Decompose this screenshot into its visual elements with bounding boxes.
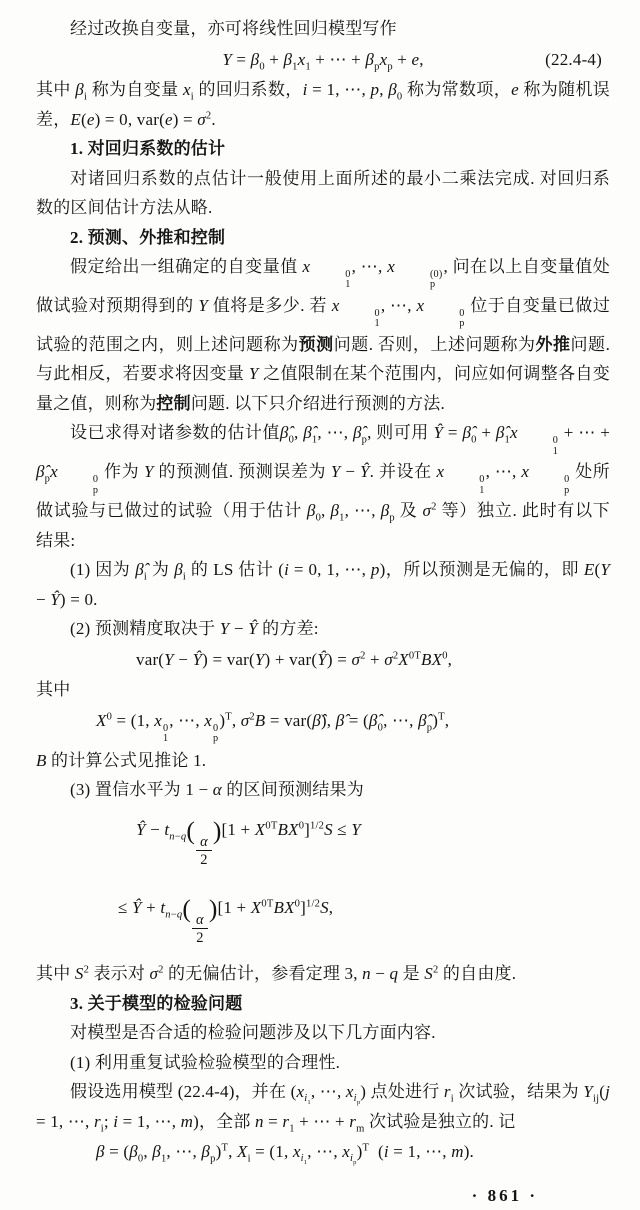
heading-coefficient-estimation: 1. 对回归系数的估计: [70, 139, 226, 158]
equation-model-row: [36, 45, 610, 75]
equation-interval-upper: ≤ Ŷ + $t_{n-q}$( $\frac{\alpha}{2}$ )$[1 + X^{0T}BX^0]^{1/2}S$,: [118, 893, 334, 947]
paragraph-qizhong: 其中: [36, 680, 71, 700]
paragraph-intro: 经过改换自变量，亦可将线性回归模型写作: [70, 19, 397, 38]
heading-model-testing: 3. 关于模型的检验问题: [70, 993, 243, 1013]
paragraph-least-squares: 对诸回归系数的点估计一般使用上面所述的最小二乘法完成. 对回归系数的区间估计方法从略.: [36, 168, 610, 217]
equation-x0-definition: $X^0 = (1$, x 0 1 , ⋯, x 0 p )$^T$, $\sigma^2B$ = var(β̂), β̂ = ($\betâ_0$, ⋯, $\betâ_p)^T$,: [96, 710, 450, 745]
equation-interval-lower: Ŷ − $t_{n-q}$( $\frac{\alpha}{2}$ )$[1 + X^{0T}BX^0]^{1/2}S \le Y$: [136, 815, 361, 869]
paragraph-result-1: (1) 因为 $\betâ_i$ 为 $\beta_i$ 的 LS 估计 (i = 0, 1, ⋯, p)，所以预测是无偏的，即 E(Y − Ŷ) = 0.: [36, 560, 610, 609]
paragraph-estimates: 设已求得对诸参数的估计值$\betâ_0$, $\betâ_1$, ⋯, $\betâ_p$, 则可用 Ŷ = $\betâ_0$ + $\betâ_1x$ 0 1 + ⋯ + $\betâ_px$ 0 p 作为 Y 的预测值. 预测误差为 Y − Ŷ. 并设在 x 0 1 , ⋯, x 0 p 处所做试验与已做过的试验（用于估计 $\beta_0$, $\beta_1$, ⋯, $\beta_p$ 及 $\sigma^2$ 等）独立. 此时有以下结果:: [36, 423, 611, 550]
paragraph-prediction-setup: 假定给出一组确定的自变量值 x 0 1 , ⋯, x (0) p , 问在以上自变量值处做试验对预期得到的 Y 值将是多少. 若 x 0 1 , ⋯, x 0 p 位于自变量已做过试验的范围之内，则上述问题称为预测问题. 否则，上述问题称为外推问题. 与此相反，若要求将因变量 Y 之值限制在某个范围内，问应如何调整各自变量之值，则称为控制问题. 以下只介绍进行预测的方法.: [36, 257, 611, 413]
page-number: · 861 ·: [471, 1185, 538, 1205]
heading-prediction-extrapolation-control: 2. 预测、外推和控制: [70, 227, 226, 247]
paragraph-b-formula: B 的计算公式见推论 1.: [36, 750, 207, 770]
equation-variance: var(Y − Ŷ) = var(Y) + var(Ŷ) = $\sigma^2 + \sigma^2X^{0T}BX^0$,: [136, 649, 453, 669]
equation-model: $Y = \beta_0 + \beta_1x_1$ + ⋯ + $\beta_px_p + e$,: [222, 49, 424, 72]
equation-beta-vector: $\beta = (\beta_0$, $\beta_1$, ⋯, $\beta_p)^T$, $X_i = (1$, $x_{i_1}$, ⋯, $x_{i_p})^T$ (i = 1, ⋯, m).: [96, 1142, 474, 1167]
paragraph-model-test: 假设选用模型 (22.4-4)，并在 ($x_{i_1}$, ⋯, $x_{i_p}$) 点处进行 $r_i$ 次试验，结果为 $Y_{ij}(j = 1$, ⋯, $r_i$; i = 1, ⋯, m)，全部 $n = r_1$ + ⋯ + $r_m$ 次试验是独立的. 记: [36, 1082, 611, 1134]
equation-number: (22.4-4): [545, 49, 602, 69]
paragraph-check-item-1: (1) 利用重复试验检验模型的合理性.: [70, 1052, 341, 1072]
paragraph-where: 其中 $\beta_i$ 称为自变量 $x_i$ 的回归系数，i = 1, ⋯, p, $\beta_0$ 称为常数项，e 称为随机误差，E(e) = 0, $var(e) = \sigma^2$.: [36, 80, 610, 129]
paragraph-result-2: (2) 预测精度取决于 Y − Ŷ 的方差:: [70, 619, 319, 639]
paragraph-check-intro: 对模型是否合适的检验问题涉及以下几方面内容.: [70, 1023, 436, 1043]
paragraph-result-3: (3) 置信水平为 1 − α 的区间预测结果为: [70, 780, 364, 800]
paragraph-s2-note: 其中 $S^2$ 表示对 $\sigma^2$ 的无偏估计，参看定理 3, n − q 是 $S^2$ 的自由度.: [36, 964, 517, 984]
